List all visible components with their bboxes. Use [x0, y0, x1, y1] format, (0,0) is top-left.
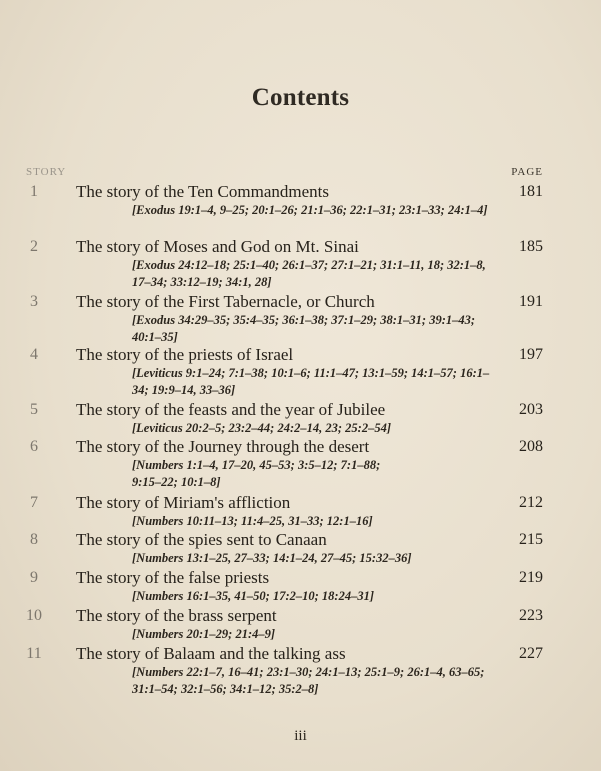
- scripture-references: [Numbers 16:1–35, 41–50; 17:2–10; 18:24–31]: [132, 589, 374, 603]
- story-column-header: STORY: [26, 166, 67, 178]
- page-number: 208: [519, 438, 543, 455]
- page-number: 227: [519, 645, 543, 662]
- scripture-references: [Leviticus 20:2–5; 23:2–44; 24:2–14, 23; 25:2–54]: [132, 421, 391, 435]
- page-number: 203: [519, 401, 543, 418]
- story-number: 9: [30, 569, 38, 586]
- story-number: 5: [30, 401, 38, 418]
- page-number: 215: [519, 531, 543, 548]
- story-title: The story of Balaam and the talking ass: [76, 644, 346, 663]
- page-number: 181: [519, 183, 543, 200]
- story-number: 10: [26, 607, 42, 624]
- page-number: 223: [519, 607, 543, 624]
- contents-entry: [0, 493, 601, 530]
- page-number: 197: [519, 346, 543, 363]
- story-title: The story of the brass serpent: [76, 606, 277, 625]
- contents-entry: [0, 568, 601, 606]
- page-folio: iii: [294, 728, 307, 744]
- scripture-references: [Numbers 13:1–25, 27–33; 14:1–24, 27–45; 15:32–36]: [132, 551, 412, 565]
- scripture-references: [Numbers 22:1–7, 16–41; 23:1–30; 24:1–13; 25:1–9; 26:1–4, 63–65; 31:1–54; 32:1–56; 34:1–12; 35:2–8]: [132, 665, 485, 696]
- contents-entry: [0, 182, 601, 237]
- story-title: The story of the feasts and the year of Jubilee: [76, 400, 386, 419]
- scripture-references: [Exodus 34:29–35; 35:4–35; 36:1–38; 37:1–29; 38:1–31; 39:1–43; 40:1–35]: [132, 313, 476, 344]
- story-number: 1: [30, 183, 38, 200]
- contents-list: [0, 182, 601, 699]
- story-title: The story of Miriam's affliction: [76, 493, 291, 512]
- page-column-header: PAGE: [511, 166, 543, 178]
- story-title: The story of the false priests: [76, 568, 270, 587]
- story-number: 8: [30, 531, 38, 548]
- story-title: The story of the Ten Commandments: [76, 182, 329, 201]
- story-title: The story of the spies sent to Canaan: [76, 530, 327, 549]
- contents-entry: [0, 437, 601, 493]
- contents-entry: [0, 606, 601, 644]
- story-title: The story of the Journey through the desert: [76, 437, 370, 456]
- scripture-references: [Leviticus 9:1–24; 7:1–38; 10:1–6; 11:1–47; 13:1–59; 14:1–57; 16:1–34; 19:9–14, 33–36]: [132, 366, 490, 397]
- story-title: The story of Moses and God on Mt. Sinai: [76, 237, 359, 256]
- page-number: 219: [519, 569, 543, 586]
- page-title: Contents: [251, 84, 350, 111]
- contents-entry: [0, 644, 601, 699]
- scripture-references: [Exodus 19:1–4, 9–25; 20:1–26; 21:1–36; 22:1–31; 23:1–33; 24:1–4]: [132, 203, 488, 217]
- scripture-references: [Numbers 1:1–4, 17–20, 45–53; 3:5–12; 7:1–88; 9:15–22; 10:1–8]: [132, 458, 381, 489]
- contents-entry: [0, 237, 601, 292]
- story-number: 3: [30, 293, 38, 310]
- story-number: 11: [26, 645, 42, 662]
- contents-entry: [0, 530, 601, 568]
- story-number: 4: [30, 346, 38, 363]
- page-number: 185: [519, 238, 543, 255]
- page-number: 212: [519, 494, 543, 511]
- scripture-references: [Numbers 20:1–29; 21:4–9]: [132, 627, 276, 641]
- contents-entry: [0, 292, 601, 345]
- contents-entry: [0, 400, 601, 437]
- contents-entry: [0, 345, 601, 400]
- story-number: 2: [30, 238, 38, 255]
- story-title: The story of the First Tabernacle, or Church: [76, 292, 375, 311]
- story-number: 7: [30, 494, 38, 511]
- scripture-references: [Numbers 10:11–13; 11:4–25, 31–33; 12:1–16]: [132, 514, 373, 528]
- story-number: 6: [30, 438, 38, 455]
- story-title: The story of the priests of Israel: [76, 345, 294, 364]
- scripture-references: [Exodus 24:12–18; 25:1–40; 26:1–37; 27:1–21; 31:1–11, 18; 32:1–8, 17–34; 33:12–19; 34:1, 28]: [132, 258, 486, 289]
- page-number: 191: [519, 293, 543, 310]
